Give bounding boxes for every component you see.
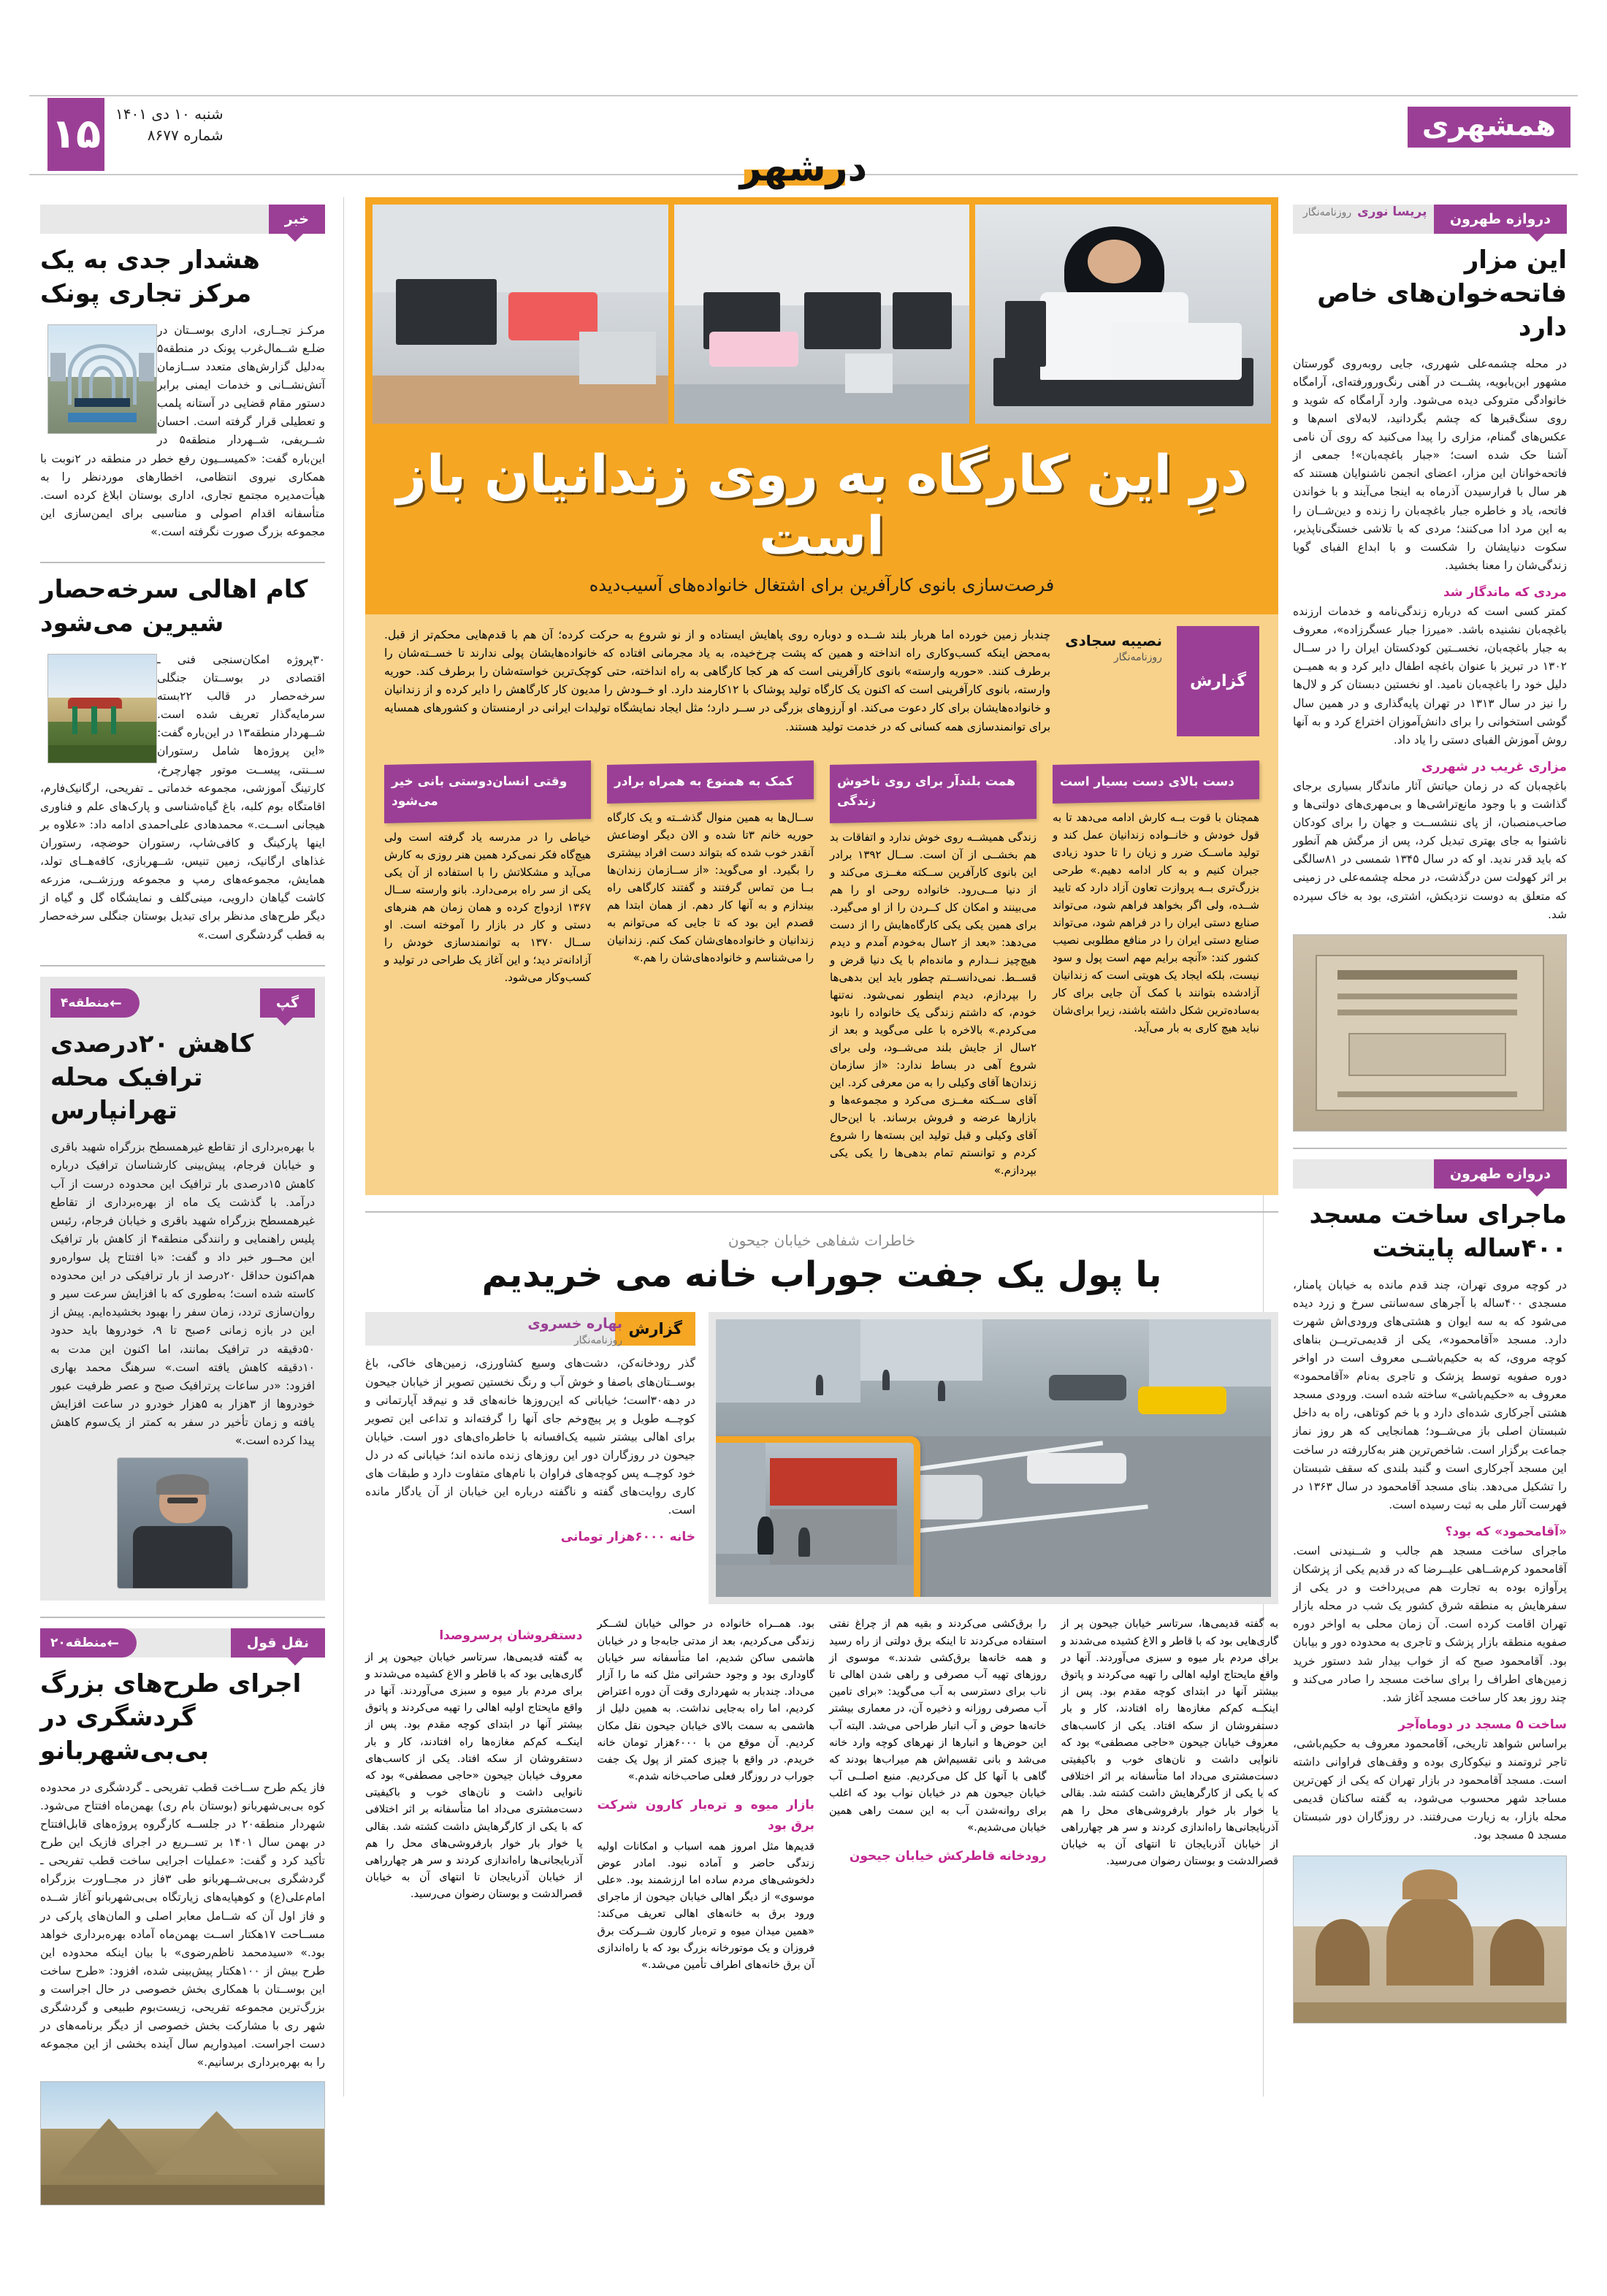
page-number: ۱۵ [50, 110, 102, 158]
hero-photo-strip [365, 197, 1278, 431]
bottom-col-2 [829, 1616, 1047, 1974]
paper-logo [1408, 107, 1570, 148]
jeyhoon-street-photo [709, 1312, 1278, 1604]
kicker-tag-darvazeh-tehroon-2: دروازه طهرون [1434, 1159, 1567, 1189]
kicker-row [40, 1628, 325, 1658]
section-separator [40, 965, 325, 966]
publication-date: شنبه ۱۰ دی ۱۴۰۱ [115, 105, 224, 123]
paragraph: خیاطی را در مدرسه یاد گرفته است ولی هیچ‌گاه فکر نمی‌کرد همین هنر روزی به کارش می‌آید و مشکلاتش را با استفاده از آن یکی یکی از سر راه برمی‌دارد. بانو وارسته ســال ۱۳۶۷ ازدواج کرده و همان زمان هم هنرهای دستی و کار در بازار را آموخته است. او ســال ۱۳۷۰ به توانمندسازی خودش را آزادانه‌تر دید؛ و این آغاز یک طراحی در تولید و کسب‌وکار می‌شود. [384, 831, 591, 985]
reporter-name: بهاره خسروی [527, 1316, 622, 1332]
right-article-2-lede [1293, 1276, 1567, 1514]
hero-lede-band [365, 614, 1278, 744]
hero-body-col-2 [830, 754, 1037, 1179]
right-subhead-1: مردی که ماندگار شد [1443, 584, 1567, 600]
paragraph: باغچه‌بان که در زمان حیاتش آثار ماندگار بسیاری برجای گذاشت و با وجود مانع‌تراشی‌ها و بی‌مهری‌های دولتی‌ها و صاحب‌منصبان، از پای ننشســت و جهان را برای کودکان ناشنوا به جای بهتری تبدیل کرد، پس از مرگش هم آنطور که باید قدر ندید. او که در سال ۱۳۴۵ شمسی در ۸۱سالگی بر اثر کهولت سن درگذشت، در محله چشمه‌علی در زمینی که متعلق به دوست نزدیکش، اشتری، بود به خاک سپرده شد. [1293, 779, 1567, 921]
kicker-tag-gap: گپ [260, 988, 315, 1018]
bottom-subhead-1: خانه ۶۰۰۰هزار تومانی [560, 1530, 695, 1545]
page-number-badge [47, 98, 104, 171]
reporter-role: روزنامه‌نگار [573, 1335, 622, 1347]
paragraph: مرکـز تجــاری، اداری بوســتان در ضلـع شــمال‌غرب پونک در منطقه۵ به‌دلیل گزارش‌های متعدد ســازمان آتش‌نشــانی و خدمات ایمنی برابر دستور مقام قضایی در آستانه پلمب و تعطیلی قرار گرفته است. احسان شــریفی، شــهردار منطقه۵ در این‌باره گفت: «کمیســیون رفع خطر در منطقه در ۲نوبت با همکاری نیروی انتظامی، اخطارهای موردنظر را به هیأت‌مدیره مجتمع تجاری، اداری بوستان ابلاغ کرده است. متأسفانه اقدام اصولی و مناسبی برای ایمن‌سازی این مجموعه بزرگ صورت نگرفته است.» [40, 323, 325, 538]
ribbon-heading-1: همت بلندآر برای روی ناخوش زندگی [830, 760, 1037, 823]
ponak-mall-photo [47, 324, 157, 434]
section-separator [40, 1617, 325, 1618]
hero-body-col-3 [607, 754, 814, 1179]
hero-body-col-1 [1053, 754, 1259, 1179]
left-article-1 [40, 205, 325, 546]
right-subhead-2: مزاری غریب در شهرری [1421, 759, 1567, 774]
jeyhoon-shop-inset-photo [709, 1436, 920, 1604]
paragraph: قدیم‌ها مثل امروز همه اسباب و امکانات اولیه زندگی حاضر و آماده نبود. امادر عوض دلخوشی‌های مردم ساده اما ارزشمند بود. «علی موسوی» از دیگر اهالی خیابان جیحون از ماجرای ورود برق به خانه‌های اهالی تعریف می‌کند: «همین میدان میوه و تره‌بار کارون شــرکت برق فروزان و یک موتورخانه بزرگ بود که با راه‌اندازی آن برق خانه‌های اطراف تأمین می‌شد.» [597, 1840, 814, 1972]
bottom-subhead-2: بازار میوه و تره‌بار کارون شرکت برق بود [597, 1798, 814, 1833]
ribbon-heading-2: کمک به همنوع به همراه برادر [607, 760, 814, 804]
left-column [40, 205, 325, 2205]
paragraph: ۳۰پروژه امکان‌سنجی فنی ـ اقتصادی در بوســتان جنگلی سرخه‌حصار در قالب ۲۲بسته سرمایه‌گذار تعریف شده است. شــهردار منطقه۱۳ در این‌باره گفت: «این پروژه‌ها شامل رستوران ســنتی، پیســت موتور چهارچرخ، کارتینگ آموزشی، مجموعه خدماتی ـ تفریحی، ارگانیک‌فارم، اقامتگاه بوم کلبه، باغ گیاه‌شناسی و پارک‌های علم و فناوری هیجانی اســت.» محمدهادی علی‌احمدی ادامه داد: «علاوه بر اینها پارکینگ و کافی‌شاپ، رستوران حوضچه، رستوران غذاهای ارگانیک، زمین تنیس، شــهربازی، کافه‌هــای تولد، همایش، مجموعه‌های رمپ و مجموعه ورزشــی، مزرعه کاشت گیاهان دارویی، مینی‌گلف و نمایشگاه گل و گیاه از دیگر طرح‌های مدنظر برای تبدیل بوستان جنگلی سرخه‌حصار به قطب گردشگری است.» [40, 652, 325, 942]
left-article-4-body [40, 1779, 325, 2072]
left-article-4-title: اجرای طرح‌های بزرگ گردشگری در بی‌بی‌شهربانو [40, 1669, 302, 1766]
paragraph: ســال‌ها به همین منوال گذشــته و یک کارگاه حوریه خانم ۳تا شده و الان دیگر اوضاعش آنقدر خوب شده که بتواند دست افراد بیشتری را بگیرد. او می‌گوید: «از ســازمان زندان‌ها بــا من تماس گرفتند و گفتند کارگاهی راه بیندازم و به آنها کار دهم. از همان ابتدا هم قصدم این بود که تا جایی که می‌توانم به زندانیان و خانواده‌های‌شان کمک کنم. زندانیان را می‌شناسم و خانواده‌های‌شان را هم.» [607, 810, 814, 964]
zone-badge-20 [40, 1628, 137, 1658]
issue-number: شماره ۸۶۷۷ [147, 126, 224, 144]
kicker-tag-khabar: خبر [269, 205, 325, 234]
bottom-subhead-3: رودخانه قاطرکش خیابان جیحون [849, 1848, 1047, 1864]
right-subhead-4-body [1293, 1735, 1567, 1845]
left-article-2 [40, 573, 325, 949]
paragraph: فاز یکم طرح ســاخت قطب تفریحی ـ گردشگری در محدوده کوه بی‌بی‌شهربانو (بوستان بام ری) بهمن‌ماه افتتاح می‌شود. شهردار منطقه۲۰ در جلســه کارگروه پروژه‌های قابل‌افتتاح در بهمن سال ۱۴۰۱ بر تســریع در اجرای فازیک این طرح تأکید کرد و گفت: «عملیات اجرایی ساخت قطب تفریحی ـ گردشگری بی‌بی‌شــهربانو طی ۳فاز در مجــاورت بزرگراه امام‌علی(ع) و کوهپایه‌های زیارتگاه بی‌بی‌شهربانو آغاز شــده و فاز اول آن که شــامل معابر اصلی و المان‌های پارکی در مســاحت ۱۷هکتار اســت بهمن‌ماه آماده بهره‌برداری خواهد بود.» «سیدمحمد ناظم‌رضوی» با بیان اینکه محدوده این طرح بیش از ۱۰۰هکتار پیش‌بینی شده، افزود: «طرح ساخت این بوســتان با همکاری بخش خصوصی در حال اجراست و بزرگ‌ترین مجموعه تفریحی، زیست‌بوم طبیعی و گردشگری شهر ری با مشارکت بخش خصوصی از دیگر برنامه‌های در دست اجراست. امیدواریم سال آینده بخشی از این مجموعه را به بهره‌برداری برسانیم.» [40, 1780, 326, 2070]
right-column [1293, 205, 1567, 2024]
right-article-2 [1293, 1159, 1567, 2024]
date-block [115, 104, 224, 146]
paragraph: به گفته قدیمی‌ها، سرتاسر خیابان جیحون پر از گاری‌هایی بود که با قاطر و الاغ کشیده می‌شدند و برای مردم بار میوه و سبزی می‌آوردند. آنها در واقع مایحتاج اولیه اهالی را تهیه می‌کردند و پاتوق بیشتر آنها در ابتدای کوچه مقدم بود. پس از اینکــه کم‌کم مغازه‌ها راه افتادند، کار و بار دستفروشان از سکه افتاد. یکی از کاسب‌های معروف خیابان جیحون «حاجی مصطفی» بود که نانوایی داشت و نان‌های خوب و باکیفیتی دست‌مشتری می‌داد اما متأسفانه بر اثر اختلافی که با یکی از کارگرهایش داشت کشته شد. بقالی یا خوار بار خوار بارفروشی‌های محل را هم آذربایجانی‌ها راه‌اندازی کردند و سر هر چهارراهی از خیابان آذربایجان تا انتهای آن به خیابان قصرالدشت و بوستان رضوان می‌رسید. [365, 1651, 583, 1901]
left-article-3-title: کاهش ۲۰درصدی ترافیک محله تهرانپارس [50, 1029, 254, 1126]
paragraph: زندگی همیشــه روی خوش ندارد و اتفاقات بد هم بخشــی از آن است. ســال ۱۳۹۲ برادر این بانوی کارآفرین ســکته مغــزی می‌کند و از دنیا مــی‌رود. خانواده روحی او را هم می‌بینند و امکان کل کــردن را از او می‌گیرد. برای همین یکی یکی کارگاه‌هایش را از دست می‌دهد: «بعد از ۲سال به‌خودم آمدم و دیدم هیچ‌چیز نــدارم و مانده‌ام با یک دنیا قرض و قســط. نمی‌دانســتم چطور باید این بدهی‌ها را بپردازم، دیدم اینطور نمی‌شود. نه‌تنها خودم، که داشتم زندگی یک خانواده را نابود می‌کردم.» بالاخره با علی می‌گوید و بعد از ۲سال از جایش بلند می‌شــود، ولی برای شروع آهی در بساط ندارد: «از سازمان زندان‌ها آقای وکیلی را به من معرفی کرد. این آقای ســکته مغــزی می‌کرد و مجموعه‌ها و بازارها عرضه و فروش برساند. با این‌حال آقای وکیلی و قبل تولید این بسته‌ها را شروع کردم و توانستم تمام بدهی‌ها را یکی یکی بپردازم.» [830, 831, 1037, 1178]
paragraph: گذر رودخانه‌کن، دشت‌های وسیع کشاورزی، زمین‌های خاکی، باغ بوســتان‌های باصفا و خوش آب و رنگ نخستین تصویر از خیابان جیحون در دهه۳۰است؛ خیابانی که این‌روزها خانه‌های قد و نیم‌قد آپارتمانی و کوچــه طویل و پر پیچ‌وخم جای آنها را گرفته‌اند و تداعی این تصویر برای اهالی بیشتر شبیه یک‌افسانه با خاطره‌ای‌های‌ دور است. خیابان جیحون در روزگاران دور این روزهای زنده مانده‌ اند؛ خیابانی که در دل خود کوچــه پس کوچه‌های فراوان با نام‌های متفاوت دارد و طبقات‌ های کاری روایت‌های گفته و ناگفته درباره این خیابان از آن یادگار مانده است. [365, 1357, 695, 1517]
paragraph: همچنان با قوت بــه کارش ادامه می‌دهد تا به قول خودش و خانــواده زندانیان عمل کند و تولید ماســک ضرر و زیان را تا حدود زیادی جبران کنیم و به کار ادامه دهیم.» طرحی بزرگ‌تری بــه پروازت تعاون آزاد دارد که تایید شــده، ولی اگر بخواهد فراهم شود، می‌تواند صنایع دستی ایران را در فراهم شود، می‌تواند صنایع دستی ایران را در منافع مطلوبی نصیب کشور کند: «آنچه برایم مهم است پول و سود نیست، بلکه ایجاد یک هویتی است که زندانیان آزادشده بتوانند با کمک آن جایی برای کار به‌ساده‌ترین شکل داشته باشند، زیرا برای‌شان نباید هیچ کاری به بار می‌آید. [1053, 810, 1259, 1034]
kicker-tag-darvazeh-tehroon: دروازه طهرون [1434, 205, 1567, 234]
zone-label: منطقه۲۰ [50, 1636, 107, 1651]
report-tag: گزارش [1177, 626, 1259, 736]
section-separator [1293, 1148, 1567, 1149]
paragraph: ماجرای ساخت مسجد هم جالب و شــنیدنی است. آقامحمود کرم‌شــاهی علیــرضا که در قدیم یکی از پزشکان پرآوازه بوده به تجارت هم می‌پرداخت و در یکی از سفرهایش به منطقه شرق کشور یک شب در محله بازار تهران اقامت کرده است. آن زمان محلی به اواخر دوره صفویه منطقه بازار پزشک و تاجری به محدوده دور و بیابان بود. آقامحمود صبح که از خواب بیدار شد دستور خرید زمین‌های اطراف را برای ساخت مسجد را صادر می‌کند و چند روز بعد کار ساخت مسجد آغاز شد. [1293, 1544, 1567, 1704]
kicker-tag-naghl-ghol: نقل قول [231, 1628, 325, 1658]
bottom-col-4 [365, 1616, 583, 1974]
right-subhead-3: «آقامحمود» که بود؟ [1445, 1524, 1567, 1539]
reporter-byline [1293, 205, 1437, 234]
bottom-story-kicker: خاطرات شفاهی خیابان جیحون [728, 1232, 916, 1250]
right-article-1 [1293, 205, 1567, 1132]
grave-stone-photo [1293, 934, 1567, 1132]
bottom-col-3 [598, 1616, 815, 1974]
bibi-shahrbanoo-mountain-photo [40, 2081, 325, 2205]
zone-badge-4 [50, 988, 140, 1018]
hero-body-col-4 [384, 754, 591, 1179]
hero-body-columns [365, 744, 1278, 1195]
left-article-3 [40, 977, 325, 1601]
right-subhead-2-body [1293, 777, 1567, 924]
reporter-name: نصیبه سجادی [1065, 632, 1162, 650]
reporter-byline [1065, 626, 1162, 665]
paper-logo-text: همشهری [1421, 109, 1556, 142]
right-article-2-title: ماجرای ساخت مسجد ۴۰۰ساله پایتخت [1309, 1200, 1567, 1263]
paragraph: در محله چشمه‌علی شهرری، جایی روبه‌روی گورستان مشهور ابن‌بابویه، پشــت در آهنی رنگ‌ورورفته‌ای، آرامگاه خانواد‌گی متروکی دیده می‌شود. وارد آرامگاه که شوید و روی سنگ‌قبرها که چشم بگردانید، لابه‌لای اسم‌ها و عکس‌های گمنام، مزاری را پیدا می‌کنید که روی آن نامی آشنا حک شده است؛ «جبار باغچه‌بان»! جمعی از فاتحه‌خوانان این مزار، اعضای انجمن ناشنوایان هستند که هر سال با فرارسیدن آذرماه به اینجا می‌آیند و با خواندن فاتحه، یاد و خاطره جبار باغچه‌بان را زنده و دین‌شــان را به این مرد ادا می‌کنند؛ مردی که با تلاشی خستگی‌ناپذیر، سکوت دنیایشان را شکست و با ابداع الفبای گویا زندگی‌شان را معنا بخشید. [1293, 356, 1567, 572]
arrow-left-icon: ← [107, 1634, 120, 1652]
left-article-3-body [50, 1138, 315, 1450]
right-subhead-3-body [1293, 1542, 1567, 1707]
zone-label: منطقه۴ [61, 995, 110, 1010]
bottom-subhead-4: دستفروشان پرسروصدا [439, 1628, 583, 1644]
sorkheh-hesar-park-photo [47, 654, 157, 763]
right-subhead-1-body [1293, 603, 1567, 750]
reporter-role: روزنامه‌نگار [1113, 652, 1162, 664]
kicker-row [1293, 1159, 1567, 1189]
section-name [739, 146, 868, 190]
paragraph: کمتر کسی است که درباره زندگی‌نامه و خدمات ارزنده باغچه‌بان نشنیده باشد. «میرزا جبار عسگرزاده»، معروف به جبار باغچه‌بان، نخســتین کودکستان ایران را در ســال ۱۳۰۲ در تبریز با عنوان باغچه اطفال دایر کرد و به همیــن دلیل خود را باغچه‌بان نامید. او نخستین دبستان کر و لال‌ها را نیز در سال ۱۳۱۳ در تهران پایه‌گذاری و در همین سال گوشی استخوانی را برای دانش‌آموزان اختراع کرد و به آنها روش آموزش الفبای دستی را یاد داد. [1293, 604, 1567, 747]
ribbon-heading-4: دست بالای دست بسیار است [1053, 760, 1259, 804]
hero-subheadline: فرصت‌سازی بانوی کارآفرین برای اشتغال خانواده‌های آسیب‌دیده [589, 575, 1055, 596]
bottom-col-1 [1061, 1616, 1279, 1974]
bottom-story-columns [365, 1616, 1278, 1974]
bottom-story-lede-block [365, 1312, 695, 1547]
paragraph: بود. همــراه خانواده در حوالی خیابان لشــکر زندگی می‌کردیم، بعد از مدتی جابه‌جا و در خیابان هاشمی ساکن شدیم، اما متأسفانه سر خیابان گاوداری بود و وجود حشراتی مثل کنه ما را آزار می‌داد. چندبار به شهرداری وقت آن دوره اعتراض کردیم، اما راه به‌جایی نداشت. به همین دلیل از هاشمی به سمت بالای خیابان جیحون نقل مکان کردیم. آن موقع من با ۶۰۰۰هزار تومان خانه خریدم. در واقع با چیزی کمتر از پول یک جفت جوراب در روزگار فعلی صاحب‌خانه شدم.» [597, 1618, 815, 1783]
traffic-official-portrait [117, 1457, 248, 1589]
column-divider-left [343, 197, 344, 2097]
kicker-row [1293, 205, 1567, 234]
hero-headline: درِ این کارگاه به روی زندانیان باز است [396, 443, 1248, 566]
masthead [29, 95, 1578, 190]
bottom-story-lede [365, 1354, 695, 1519]
masthead-top-rule [29, 95, 1578, 96]
workshop-interior-photo [674, 205, 970, 424]
right-subhead-4: ساخت ۵ مسجد در دوماه‌آجر [1398, 1717, 1567, 1732]
bottom-story [365, 1232, 1278, 1974]
workshop-woman-photo [975, 205, 1271, 424]
right-article-1-lede [1293, 355, 1567, 575]
hero-story [365, 197, 1278, 1195]
hero-lede-text: چندبار زمین خورده اما هربار بلند شــده و دوباره روی پاهایش ایستاده و از نو شروع به حرکت کرده؛ آن هم با قدم‌هایی محکم‌تر از قبل. به‌محض اینکه کسب‌وکاری راه انداخته و همین که پشت چرخ‌خیده، به یاد مجرمانی افتاده که خانواده‌هایشان پولی ندارند تا خســته‌شان را برطرف کنند. «حوریه وارسته» بانوی کارآفرینی است که هر کجا کارگاهی به راه انداخته، حتی کوچک‌ترین خواسته‌شان را برطرف کند. حوریه وارسته، بانوی کارآفرینی است که اکنون یک کارگاه تولید پوشاک با ۱۲کارمند دارد. او خــودش را مدیون کار کارگاهش را دایر کرده و از زندانیان و خانواده‌هایشان برای کار دعوت می‌کند. او آرزوهای بزرگی در ســر دارد؛ مثل ایجاد نمایشگاه تولیدات ایرانی در ارمنستان و کشورهای همسایه برای توانمندسازی همه کسانی که در خدمت تولید هستند. [384, 628, 1051, 733]
left-article-4 [40, 1628, 325, 2205]
kicker-row [40, 205, 325, 234]
left-article-2-title: کام اهالی سرخه‌حصار شیرین می‌شود [40, 575, 308, 638]
workshop-sewing-photo [373, 205, 668, 424]
paragraph: با بهره‌برداری از تقاطع غیرهمسطح بزرگراه شهید باقری و خیابان فرجام، پیش‌بینی کارشناسان ترافیک درباره کاهش ۱۵درصدی بار ترافیک این محدوده درست از آب درآمد. با گذشت یک ماه از بهره‌برداری از تقاطع غیرهمسطح بزرگراه شهید باقری و خیابان فرجام، رئیس پلیس راهنمایی و رانندگی منطقه۴ از کاهش بار ترافیک این محــور خبر داد و گفت: «با افتتاح پل سواره‌رو هم‌اکنون حداقل ۲۰درصد از بار ترافیکی در این محدوده کاسته شده است؛ به‌طوری که با افزایش سرعت سیر و روان‌سازی تردد، زمان سفر را بهبود بخشیده‌ایم. پیش از این در بازه زمانی ۶صبح تا ۹، خودروها باید حدود ۵۰دقیقه در ترافیک بمانند، اما اکنون این مدت به ۱۰دقیقه کاهش یافته است.» سرهنگ محمد بهاری افزود: «در ساعات پرترافیک صبح و عصر ظرفیت عبور خودروها از ۳هزار به ۵هزار خودرو در ساعت افزایش یافته و زمان تأخیر در سفر به کمتر از یک‌سوم کاهش پیدا کرده است.» [50, 1140, 315, 1448]
ribbon-heading-3: وقتی انسان‌دوستی بانی خیر می‌شود [384, 760, 591, 823]
hero-title-band [365, 431, 1278, 614]
arrow-left-icon: ← [109, 993, 122, 1012]
mosque-interior-photo [1293, 1856, 1567, 2024]
paragraph: را برق‌کشی می‌کردند و بقیه هم از چراغ نفتی استفاده می‌کردند تا اینکه برق دولتی از راه رسید و همه خانه‌ها برق‌کشی شدند.» موسوی از روزهای تهیه آب مصرفی و راهی شدن اهالی تا ناب برای دسترسی به آب می‌گوید: «برای تامین آب مصرفی روزانه و ذخیره آن، در معماری بیشتر خانه‌ها حوض و آب انبار طراحی می‌شد. البته آب این حوض‌ها و انبارها از نهرهای کوچه وارد خانه می‌شد و بانی تقسیم‌اش هم میراب‌ها بودند که گاهی با آنها کل کل می‌کردیم. منبع اصلــی آب خیابان جیحون هم در خیابان نواب بود که اغلب برای روانه‌شدن آب به این سمت راهی همین خیابان می‌شدیم.» [829, 1618, 1047, 1834]
right-article-1-title: این مزار فاتحه‌خوان‌های خاص دارد [1317, 245, 1567, 342]
center-column [365, 197, 1278, 1974]
report-tag: گزارش [615, 1312, 695, 1346]
bottom-story-headline: با پول یک جفت جوراب خانه می خریدیم [481, 1254, 1162, 1296]
paragraph: در کوچه مروی تهران، چند قدم مانده به خیابان پامنار، مسجدی ۴۰۰ساله با آجرهای سه‌سانتی سرخ و زرد دیده می‌شود که به سه ایوان و هشتی‌های ورودی‌اش شهرت دارد. مسجد «آقامحمود»، یکی از قدیمی‌تریــن بناهای کوچه مروی، که به حکیم‌باشــی معروف است در اواخر دوره صفویه توسط پزشک و تاجری به‌نام «آقامحمود» معروف به «حکیم‌باشی» ساخته شده است. ورودی مسجد هشتی آجرکاری شده‌ای دارد و با خم کوتاهی، راه به داخل شبستان اصلی باز می‌شــود؛ همانجایی که هر روز نماز جماعت برگزار است. شاخص‌ترین هنر به‌کاررفته در ساخت این مسجد آجرکاری است و گنبد بلندی که سقف شبستان را تشکیل می‌دهد. بنای مسجد آقامحمود در سال ۱۳۶۳ در فهرست آثار ملی به ثبت رسیده است. [1293, 1278, 1567, 1511]
left-article-1-title: هشدار جدی به یک مرکز تجاری پونک [40, 245, 260, 308]
reporter-byline [527, 1315, 622, 1348]
reporter-role: روزنامه‌نگار [1303, 207, 1352, 218]
section-name-text: درشهر [739, 146, 868, 190]
kicker-row [50, 988, 315, 1018]
section-separator [365, 1211, 1278, 1213]
section-separator [40, 562, 325, 563]
paragraph: به گفته قدیمی‌ها، سرتاسر خیابان جیحون پر از گاری‌هایی بود که با قاطر و الاغ کشیده می‌شدند و برای مردم بار میوه و سبزی می‌آوردند. آنها در واقع مایحتاج اولیه اهالی را تهیه می‌کردند و پاتوق بیشتر آنها در ابتدای کوچه مقدم بود. پس از اینکــه کم‌کم مغازه‌ها راه افتادند، کار و بار دستفروشان از سکه افتاد. یکی از کاسب‌های معروف خیابان جیحون «حاجی مصطفی» بود که نانوایی داشت و نان‌های خوب و باکیفیتی دست‌مشتری می‌داد اما متأسفانه بر اثر اختلافی که با یکی از کارگرهایش داشت کشته شد. بقالی یا خوار بار خوار بارفروشی‌های محل را هم آذربایجانی‌ها راه‌اندازی کردند و سر هر چهارراهی از خیابان آذربایجان تا انتهای آن به خیابان قصرالدشت و بوستان رضوان می‌رسید. [1061, 1618, 1278, 1868]
reporter-name: پریسا نوری [1357, 205, 1427, 219]
paragraph: براساس شواهد تاریخی، آقامحمود معروف به حکیم‌باشی، تاجر ثروتمند و نیکوکاری بوده و وقف‌های فراوانی داشته است. مسجد آقامحمود در بازار تهران که یکی از کهن‌ترین مساجد شهر محسوب می‌شود، به گفته ساکنان قدیمی محله بازار، به زیارت می‌رفتند. در روزگاران دور شبستان مسجد ۵ مسجد بود. [1293, 1736, 1567, 1842]
bottom-story-byline-row [365, 1312, 695, 1346]
